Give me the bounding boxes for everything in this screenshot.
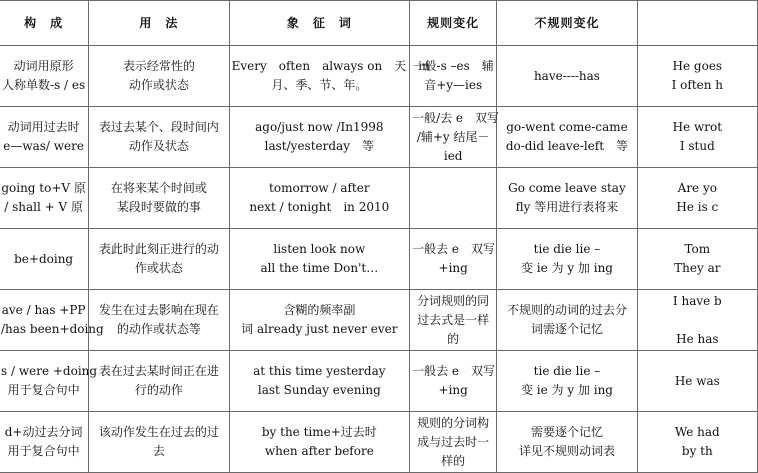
signal-words-cell: [229, 290, 409, 351]
cell-line: tomorrow / after: [269, 181, 370, 195]
cell-line: 一般/去 e 双写: [412, 110, 500, 125]
regular-change-cell: [410, 168, 497, 229]
header-usage: 用 法: [89, 1, 229, 46]
regular-change-cell: [410, 412, 497, 473]
cell-line: next / tonight in 2010: [249, 200, 390, 214]
header-row: [0, 1, 758, 46]
structure-cell: [0, 168, 89, 229]
cell-line: last/yesterday 等: [264, 139, 374, 153]
table-row: [0, 412, 758, 473]
cell-line: [640, 311, 755, 330]
usage-cell: [89, 412, 229, 473]
cell-line: 过去式是一样: [417, 312, 490, 327]
cell-line: 详见不规则动词表: [518, 444, 615, 458]
cell-line: all the time Don't…: [260, 261, 379, 275]
cell-line: 变 ie 为 y 加 ing: [520, 383, 613, 397]
regular-change-cell: [410, 229, 497, 290]
usage-cell: [89, 229, 229, 290]
cell-line: 用于复合句中: [7, 383, 80, 397]
regular-change-cell: [410, 46, 497, 107]
signal-words-cell: [229, 107, 409, 168]
cell-line: 某段时要做的事: [116, 200, 201, 214]
usage-cell: [89, 107, 229, 168]
cell-line: listen look now: [273, 242, 366, 256]
irregular-change-cell: [497, 107, 637, 168]
cell-line: 表示经常性的: [122, 59, 195, 73]
cell-line: have----has: [533, 68, 600, 83]
irregular-change-cell: [497, 46, 637, 107]
structure-cell: [0, 412, 89, 473]
irregular-change-cell: [497, 412, 637, 473]
cell-line: 词需逐个记忆: [530, 322, 603, 336]
cell-line: 动词用原形: [13, 59, 74, 73]
cell-line: 规则的分词构: [417, 415, 490, 430]
cell-line: tie die lie –: [533, 364, 601, 378]
cell-line: Are yo: [677, 181, 717, 195]
header-structure: 构 成: [0, 1, 89, 46]
signal-words-cell: [229, 168, 409, 229]
cell-line: 用于复合句中: [7, 444, 80, 458]
structure-cell: [0, 107, 89, 168]
cell-line: 在将来某个时间或: [110, 181, 207, 195]
cell-line: going to+V 原: [1, 181, 86, 195]
cell-line: ago/just now /In1998: [255, 120, 384, 134]
cell-line: d+动过去分词: [4, 425, 83, 439]
usage-cell: [89, 290, 229, 351]
cell-line: 词 already just never ever: [241, 322, 398, 336]
cell-line: last Sunday evening: [257, 383, 381, 397]
cell-line: 表在过去某时间正在进: [98, 364, 219, 378]
cell-line: 月、季、节、年。: [271, 78, 368, 92]
cell-line: tie die lie –: [533, 242, 601, 256]
cell-line: ave / has +PP: [1, 303, 86, 317]
signal-words-cell: [229, 46, 430, 107]
signal-words-cell: [229, 412, 409, 473]
signal-words-cell: [229, 229, 409, 290]
cell-line: fly 等用进行表将来: [515, 200, 619, 214]
cell-line: 需要逐个记忆: [530, 425, 603, 439]
header-regular-change: 规则变化: [410, 1, 497, 46]
cell-line: /辅+y 结尾－: [416, 129, 490, 144]
cell-line: by the time+过去时: [261, 425, 377, 439]
cell-line: 一般-s –es 辅: [412, 59, 494, 73]
cell-line: We had: [674, 425, 720, 439]
table-row: [0, 46, 758, 107]
example-cell: [637, 351, 757, 412]
cell-line: Every often always on 天 in: [231, 59, 430, 73]
cell-line: 音+y—ies: [424, 78, 483, 92]
table-row: [0, 290, 758, 351]
cell-line: s / were +doing: [1, 364, 98, 378]
cell-line: 一般去 e 双写: [412, 242, 495, 256]
cell-line: 的动作或状态等: [116, 322, 201, 336]
regular-change-cell: [410, 290, 497, 351]
structure-cell: [0, 351, 98, 412]
example-cell: [637, 107, 757, 168]
cell-line: 动作或状态: [128, 78, 189, 92]
structure-cell: [0, 290, 104, 351]
cell-line: 表此时此刻正进行的动: [98, 242, 219, 256]
usage-cell: [89, 46, 229, 107]
cell-line: 表过去某个、段时间内: [98, 120, 219, 134]
cell-line: 不规则的动词的过去分: [506, 303, 627, 317]
cell-line: be+doing: [14, 251, 74, 266]
usage-cell: [89, 168, 229, 229]
irregular-change-cell: [497, 168, 637, 229]
irregular-change-cell: [497, 290, 637, 351]
cell-line: +ing: [438, 383, 468, 397]
cell-line: 样的: [441, 453, 466, 468]
header-signal-words: 象 征 词: [229, 1, 409, 46]
cell-line: 成与过去时一: [417, 434, 490, 449]
cell-line: I have b: [672, 293, 722, 308]
example-cell: [637, 168, 757, 229]
table-row: [0, 229, 758, 290]
cell-line: He goes: [672, 59, 723, 73]
header-irregular-change: 不规则变化: [497, 1, 637, 46]
structure-cell: [0, 229, 89, 290]
cell-line: 一般去 e 双写: [412, 364, 495, 378]
cell-line: 发生在过去影响在现在: [98, 303, 219, 317]
cell-line: 行的动作: [134, 383, 183, 397]
cell-line: 人称单数-s / es: [2, 78, 86, 92]
example-cell: [637, 412, 757, 473]
irregular-change-cell: [497, 351, 637, 412]
cell-line: 动词用过去时: [7, 120, 80, 134]
cell-line: He has: [676, 331, 719, 346]
cell-line: / shall + V 原: [4, 200, 83, 214]
cell-line: +ing: [438, 261, 468, 275]
cell-line: 去: [152, 444, 165, 458]
cell-line: 动作及状态: [128, 139, 189, 153]
cell-line: Go come leave stay: [508, 181, 626, 195]
cell-line: Tom: [684, 242, 711, 256]
cell-line: at this time yesterday: [253, 364, 386, 378]
cell-line: do-did leave-left 等: [505, 139, 629, 153]
example-cell: [637, 290, 757, 351]
table-row: [0, 351, 758, 412]
cell-line: by th: [681, 444, 713, 458]
cell-line: They ar: [674, 261, 721, 275]
cell-line: 作或状态: [134, 261, 183, 275]
cell-line: I often h: [671, 78, 724, 92]
table-row: [0, 168, 758, 229]
structure-cell: [0, 46, 89, 107]
header-example: [637, 1, 757, 46]
cell-line: e—was/ were: [3, 139, 84, 153]
cell-line: go-went come-came: [506, 120, 628, 134]
cell-line: 的: [447, 331, 460, 346]
cell-line: 分词规则的同: [417, 293, 490, 308]
cell-line: ied: [443, 148, 463, 163]
regular-change-cell: [410, 351, 497, 412]
cell-line: 该动作发生在过去的过: [98, 425, 219, 439]
cell-line: /has been+doing: [1, 322, 104, 336]
example-cell: [637, 46, 757, 107]
usage-cell: [89, 351, 229, 412]
irregular-change-cell: [497, 229, 637, 290]
cell-line: He wrot: [672, 120, 723, 134]
cell-line: He was: [674, 373, 720, 388]
example-cell: [637, 229, 757, 290]
regular-change-cell: [410, 107, 500, 168]
signal-words-cell: [229, 351, 409, 412]
cell-line: I stud: [679, 139, 715, 153]
table-row: [0, 107, 758, 168]
cell-line: 变 ie 为 y 加 ing: [520, 261, 613, 275]
cell-line: He is c: [676, 200, 719, 214]
cell-line: when after before: [264, 444, 374, 458]
cell-line: 含糊的频率副: [283, 303, 356, 317]
